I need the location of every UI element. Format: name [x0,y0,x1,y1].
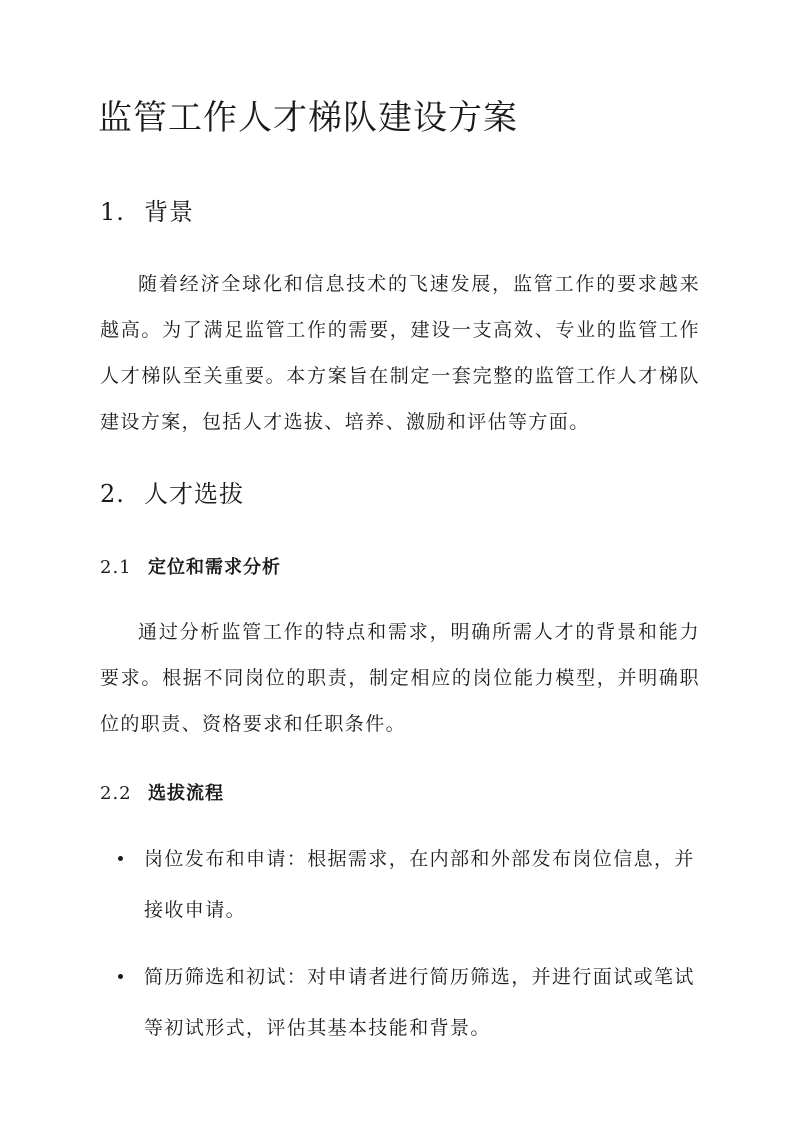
selection-process-list [100,834,700,1070]
subsection-number: 2.1 [100,557,132,578]
section-title: 人才选拔 [144,480,244,508]
subsection-number: 2.2 [100,783,132,804]
positioning-paragraph: 通过分析监管工作的特点和需求，明确所需人才的背景和能力要求。根据不同岗位的职责，制定相应的岗位能力模型，并明确职位的职责、资格要求和任职条件。 [100,621,700,735]
subsection-heading-positioning [100,555,281,581]
bullet-icon [118,974,123,979]
list-item-text: 岗位发布和申请：根据需求，在内部和外部发布岗位信息，并接收申请。 [144,848,695,921]
section-number: 2. [100,480,125,508]
list-item [100,834,700,936]
subsection-title: 定位和需求分析 [148,557,281,578]
section-title: 背景 [144,198,194,226]
list-item-text: 简历筛选和初试：对申请者进行简历筛选，并进行面试或笔试等初试形式，评估其基本技能和背景。 [144,966,695,1039]
bullet-icon [118,856,123,861]
section-heading-background [100,196,194,228]
subsection-heading-selection-process [100,781,224,807]
background-paragraph: 随着经济全球化和信息技术的飞速发展，监管工作的要求越来越高。为了满足监管工作的需要，建设一支高效、专业的监管工作人才梯队至关重要。本方案旨在制定一套完整的监管工作人才梯队建设方案，包括人才选拔、培养、激励和评估等方面。 [100,273,700,433]
section-number: 1. [100,198,125,226]
document-title: 监管工作人才梯队建设方案 [98,98,518,138]
section-heading-talent-selection [100,478,244,510]
subsection-title: 选拔流程 [148,783,224,804]
list-item [100,952,700,1054]
